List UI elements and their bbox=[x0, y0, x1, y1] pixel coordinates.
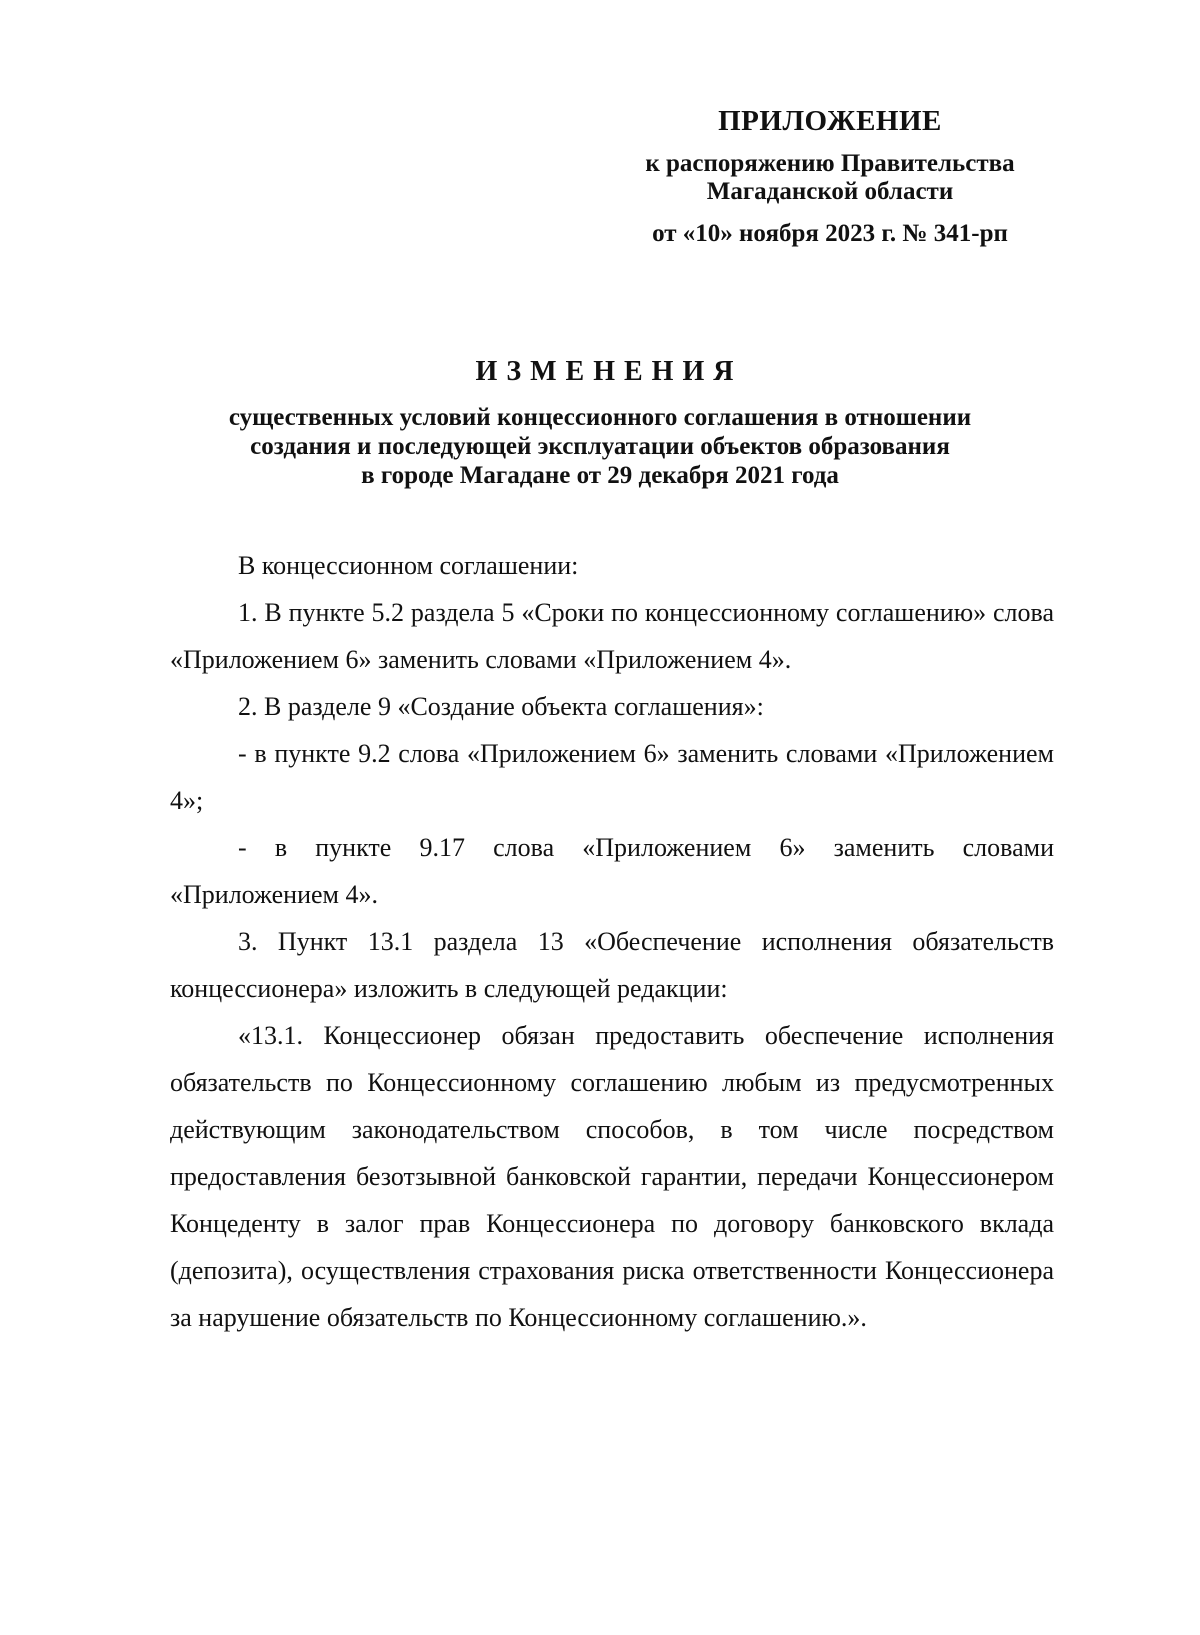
document-body bbox=[170, 542, 1054, 1341]
heading-title: ИЗМЕНЕНИЯ bbox=[475, 356, 743, 387]
heading-subtitle-line-1: существенных условий концессионного соглашения в отношении bbox=[228, 404, 972, 431]
heading-subtitle-line-2: создания и последующей эксплуатации объектов образования bbox=[250, 433, 950, 460]
body-paragraph-item-3-text: «13.1. Концессионер обязан предоставить обеспечение исполнения обязательств по Концессионному соглашению любым из предусмотренных действующим законодательством способов, в том числе посредством предоставления безотзывной банковской гарантии, передачи Концессионером Концеденту в залог прав Концессионера по договору банковского вклада (депозита), осуществления страхования риска ответственности Концессионера за нарушение обязательств по Концессионному соглашению.». bbox=[170, 1021, 1054, 1332]
heading-subtitle-line-3: в городе Магадане от 29 декабря 2021 года bbox=[361, 462, 839, 489]
body-paragraph-item-2-sub-2: - в пункте 9.17 слова «Приложением 6» заменить словами «Приложением 4». bbox=[170, 833, 1054, 909]
document-heading bbox=[150, 355, 1050, 490]
appendix-title: ПРИЛОЖЕНИЕ bbox=[718, 105, 942, 137]
body-paragraph-item-2: 2. В разделе 9 «Создание объекта соглашения»: bbox=[238, 692, 764, 721]
appendix-date-number: от «10» ноября 2023 г. № 341-рп bbox=[652, 220, 1008, 247]
appendix-reference-line-2: Магаданской области bbox=[706, 178, 954, 205]
body-paragraph-item-3: 3. Пункт 13.1 раздела 13 «Обеспечение исполнения обязательств концессионера» изложить в следующей редакции: bbox=[170, 927, 1054, 1003]
body-paragraph-item-2-sub-1: - в пункте 9.2 слова «Приложением 6» заменить словами «Приложением 4»; bbox=[170, 739, 1054, 815]
heading-subtitle bbox=[150, 403, 1050, 490]
body-paragraph-item-1: 1. В пункте 5.2 раздела 5 «Сроки по концессионному соглашению» слова «Приложением 6» заменить словами «Приложением 4». bbox=[170, 598, 1054, 674]
appendix-block bbox=[600, 104, 1060, 248]
body-paragraph-intro: В концессионном соглашении: bbox=[238, 551, 579, 580]
appendix-reference-line-1: к распоряжению Правительства bbox=[645, 150, 1015, 177]
